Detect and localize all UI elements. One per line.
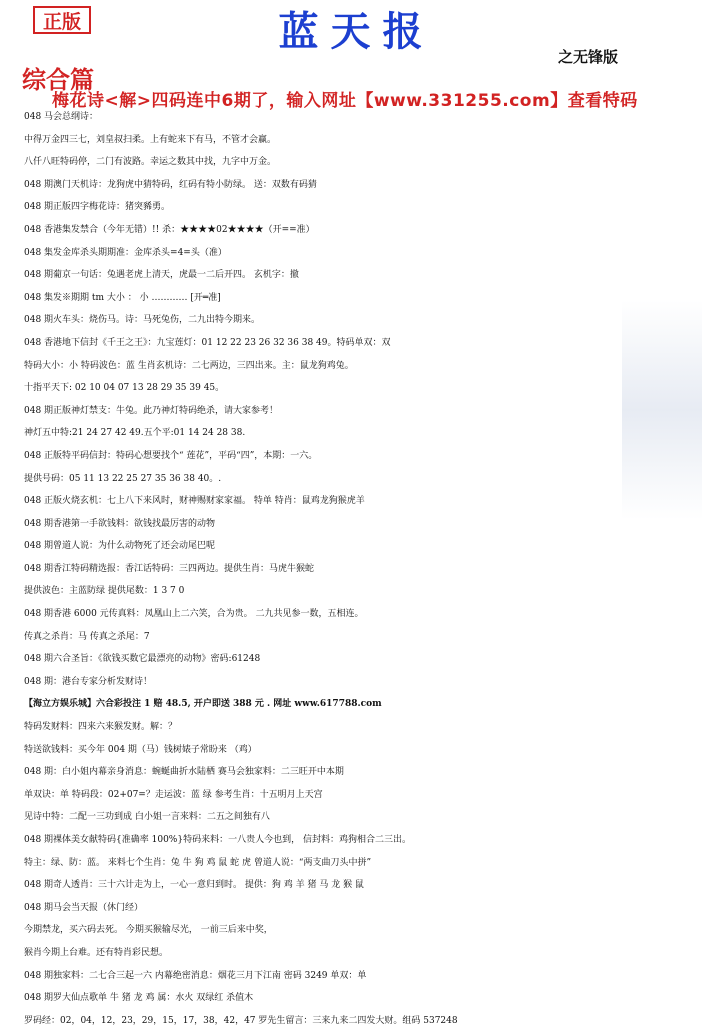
text-line: 提供号码：05 11 13 22 25 27 35 36 38 40。. — [24, 473, 222, 484]
text-line: 048 期葡京一句话：兔遇老虎上清天，虎最一二后开四。 玄机字：撤 — [24, 270, 299, 281]
text-line: 048 期马会当天报（休门经） — [24, 902, 144, 913]
text-line: 048 期裸体美女献特码{准确率 100%}特码来料：一八贵人今也到， 信封料：鸡狗相合二三出。 — [24, 835, 411, 845]
text-line: 今期禁龙，买六码去死。 今期买猴输尽光， 一前三后来中奖， — [24, 925, 273, 936]
text-line: 048 期曾道人说：为什么动物死了还会动尾巴呢 — [24, 541, 216, 552]
text-line: 048 期正版神灯禁支：牛兔。此乃神灯特码绝杀，请大家参考！ — [24, 405, 279, 416]
text-line: 十指平天下: 02 10 04 07 13 28 29 35 39 45。 — [24, 383, 225, 394]
text-line: 048 期奇人透肖：三十六计走为上，一心一意归到时。 提供：狗 鸡 羊 猪 马 龙 猴 鼠 — [24, 880, 364, 891]
ad-line: 【海立方娱乐城】六合彩投注 1 赔 48.5, 开户即送 388 元 . 网址 www.617788.com — [24, 699, 382, 710]
page-title: 蓝天报 — [278, 8, 435, 55]
text-line: 048 期六合圣旨：《欲钱买数它最漂亮的动物》密码:61248 — [24, 654, 261, 665]
text-line: 048 期香港 6000 元传真料：凤凰山上二六笑，合为贵。 二九共见参一数，五相连。 — [24, 609, 364, 620]
text-line: 048 期正版四字梅花诗：猪突豨勇。 — [24, 202, 171, 213]
text-line: 罗码经：02，04，12，23，29，15，17，38，42，47 罗先生留言：三来九来二四发大财。组码 537248 — [24, 1015, 458, 1026]
text-line: 048 马会总纲诗： — [24, 112, 99, 122]
text-line: 048 期：港台专家分析发财诗！ — [24, 676, 153, 687]
text-line: 见诗中特：二配一三功到成 白小姐一言来料：二五之间独有八 — [24, 812, 270, 823]
text-line: 048 期火车头：烧伤马。诗：马死兔伤，二九出特今期来。 — [24, 315, 261, 326]
text-line: 048 正版火烧玄机：七上八下来风时，财神赐财家家福。 特单 特肖：鼠鸡龙狗猴虎羊 — [24, 496, 365, 507]
section-title: 综合篇 — [22, 66, 94, 94]
text-line: 传真之杀肖：马 传真之杀尾：7 — [24, 631, 150, 642]
edition-badge: 正版 — [33, 6, 91, 34]
text-line: 猴肖今期上台难。还有特肖彩民想。 — [24, 947, 169, 958]
text-line: 048 正版特平码信封：特码心想要找个“ 莲花”，平码“四”，本期：一六。 — [24, 450, 318, 461]
text-line: 048 香港地下信封《千王之王》：九宝莲灯：01 12 22 23 26 32 36 38 49。特码单双：双 — [24, 337, 391, 348]
text-line: 特码发财料：四来六来猴发财。解：？ — [24, 722, 178, 733]
text-line: 048 期独家料：二七合三起一六 内幕绝密消息：烟花三月下江南 密码 3249 单双：单 — [24, 970, 367, 981]
text-line: 048 期香江特码精选报：香江话特码：三四两边。提供生肖：马虎牛猴蛇 — [24, 563, 315, 574]
text-line: 048 期澳门天机诗：龙狗虎中猜特码，红码有特小防绿。 送：双数有码猜 — [24, 179, 317, 190]
text-line: 八仟八旺特码停，二门有波路。幸运之数其中找，九字中万金。 — [24, 157, 277, 168]
text-line: 提供波色：主蓝防绿 提供尾数：1 3 7 0 — [24, 586, 185, 597]
content-lines — [24, 106, 713, 1032]
text-line: 048 期香港第一手欲钱料：欲钱找最厉害的动物 — [24, 518, 216, 529]
text-line: 特送欲钱料：买今年 004 期（马）钱树婊子常盼来 （鸡） — [24, 744, 257, 755]
text-line: 048 香港集发禁合（今年无错）!! 杀：★★★★02★★★★（开==准） — [24, 224, 315, 235]
text-line: 048 期罗大仙点歌单 牛 猪 龙 鸡 属：水火 双绿红 杀值木 — [24, 993, 254, 1004]
text-line: 单双诀：单 特码段：02+07=？走运波：蓝 绿 参考生肖：十五明月上天宫 — [24, 789, 323, 800]
page-subtitle: 之无锋版 — [558, 48, 619, 66]
text-line: 048 集发金库杀头期期准：金库杀头=4=头（准） — [24, 247, 227, 258]
text-line: 神灯五中特:21 24 27 42 49.五个平:01 14 24 28 38. — [24, 428, 246, 439]
text-line: 中得万金四三七，刘皇叔扫柔。上有蛇来下有马，不管才会赢。 — [24, 134, 277, 145]
text-line: 特主：绿、防：蓝。 来料七个生肖：兔 牛 狗 鸡 鼠 蛇 虎 曾道人说：“两支曲刀头中拼” — [24, 857, 372, 868]
promo-banner: 梅花诗<解>四码连中6期了，输入网址【www.331255.com】查看特码 — [52, 91, 638, 111]
text-line: 048 期：白小姐内幕亲身消息：蜿蜒曲折水陆栖 赛马会独家料：二三旺开中本期 — [24, 767, 344, 778]
text-line: 特码大小：小 特码波色：蓝 生肖玄机诗：二七两边，三四出来。主：鼠龙狗鸡兔。 — [24, 360, 354, 371]
text-line: 048 集发※期期 tm 大小 ： 小 ………… [开═准] — [24, 292, 221, 303]
